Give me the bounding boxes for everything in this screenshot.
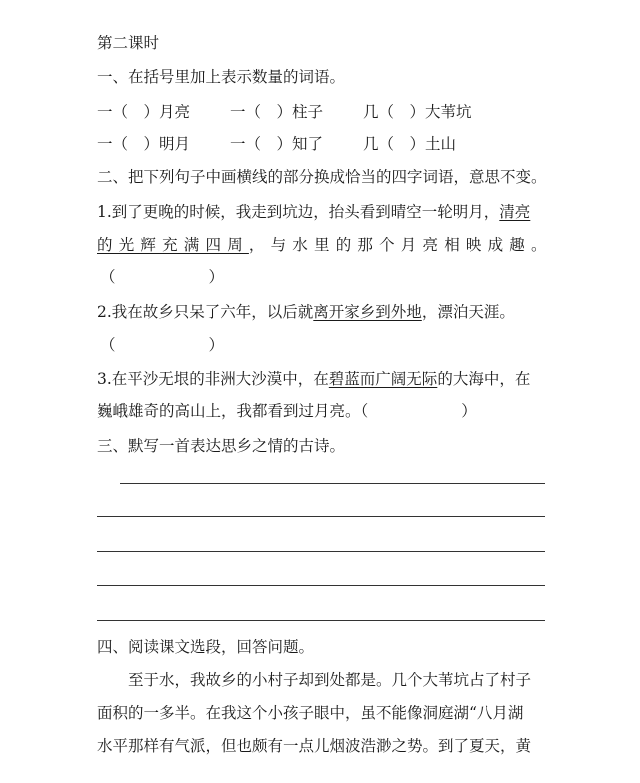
q3-answer-blank[interactable]: （ ）: [360, 402, 477, 420]
section4-heading: 四、阅读课文选段，回答问题。: [97, 638, 315, 656]
q1-answer-blank[interactable]: （ ）: [100, 268, 225, 286]
q3-underlined-text: 碧蓝而广阔无际: [328, 370, 438, 388]
reading-passage-line: 水平那样有气派，但也颇有一点儿烟波浩渺之势。到了夏天，黄: [97, 737, 532, 755]
q1-text: ，与水里的那个月亮相映成趣。: [248, 236, 553, 254]
section1-heading: 一、在括号里加上表示数量的词语。: [97, 68, 346, 86]
q2-text: ，漂泊天涯。: [421, 303, 515, 321]
q1-underlined-text: 的光辉充满四周: [97, 236, 249, 254]
q2-text: 2.我在故乡只呆了六年，以后就: [97, 303, 314, 321]
q3-text: 3.在平沙无垠的非洲大沙漠中，在: [97, 370, 329, 388]
q1-text: 1.到了更晚的时候，我走到坑边，抬头看到晴空一轮明月，: [97, 203, 500, 221]
reading-passage-line: 面积的一多半。在我这个小孩子眼中，虽不能像洞庭湖“八月湖: [97, 704, 524, 722]
writing-line[interactable]: [97, 620, 545, 621]
q1-underlined-text: 清亮: [499, 203, 531, 221]
measure-item: 几（ ）大苇坑: [363, 103, 472, 121]
q3-text: 的大海中，在: [437, 370, 531, 388]
writing-line[interactable]: [97, 516, 545, 517]
section3-heading: 三、默写一首表达思乡之情的古诗。: [97, 437, 346, 455]
q3-text: 巍峨雄奇的高山上，我都看到过月亮。: [97, 402, 361, 420]
writing-line[interactable]: [120, 483, 545, 484]
q2-line: [97, 302, 515, 322]
measure-item: 几（ ）土山: [363, 135, 457, 153]
section2-heading: 二、把下列句子中画横线的部分换成恰当的四字词语，意思不变。: [97, 168, 547, 186]
q3-line1: [97, 369, 530, 389]
lesson-title: 第二课时: [97, 34, 160, 52]
q2-underlined-text: 离开家乡到外地: [313, 303, 422, 321]
writing-line[interactable]: [97, 551, 545, 552]
q2-answer-blank[interactable]: （ ）: [100, 336, 225, 354]
writing-line[interactable]: [97, 585, 545, 586]
measure-item: 一（ ）柱子: [230, 103, 324, 121]
measure-item: 一（ ）月亮: [97, 103, 191, 121]
q3-line2: [97, 401, 477, 421]
section1-row2: [97, 134, 456, 154]
reading-passage-line: 至于水，我故乡的小村子却到处都是。几个大苇坑占了村子: [128, 671, 532, 689]
q1-line2: [97, 235, 553, 255]
measure-item: 一（ ）明月: [97, 135, 191, 153]
measure-item: 一（ ）知了: [230, 135, 324, 153]
q1-line1: [97, 202, 530, 222]
section1-row1: [97, 102, 472, 122]
